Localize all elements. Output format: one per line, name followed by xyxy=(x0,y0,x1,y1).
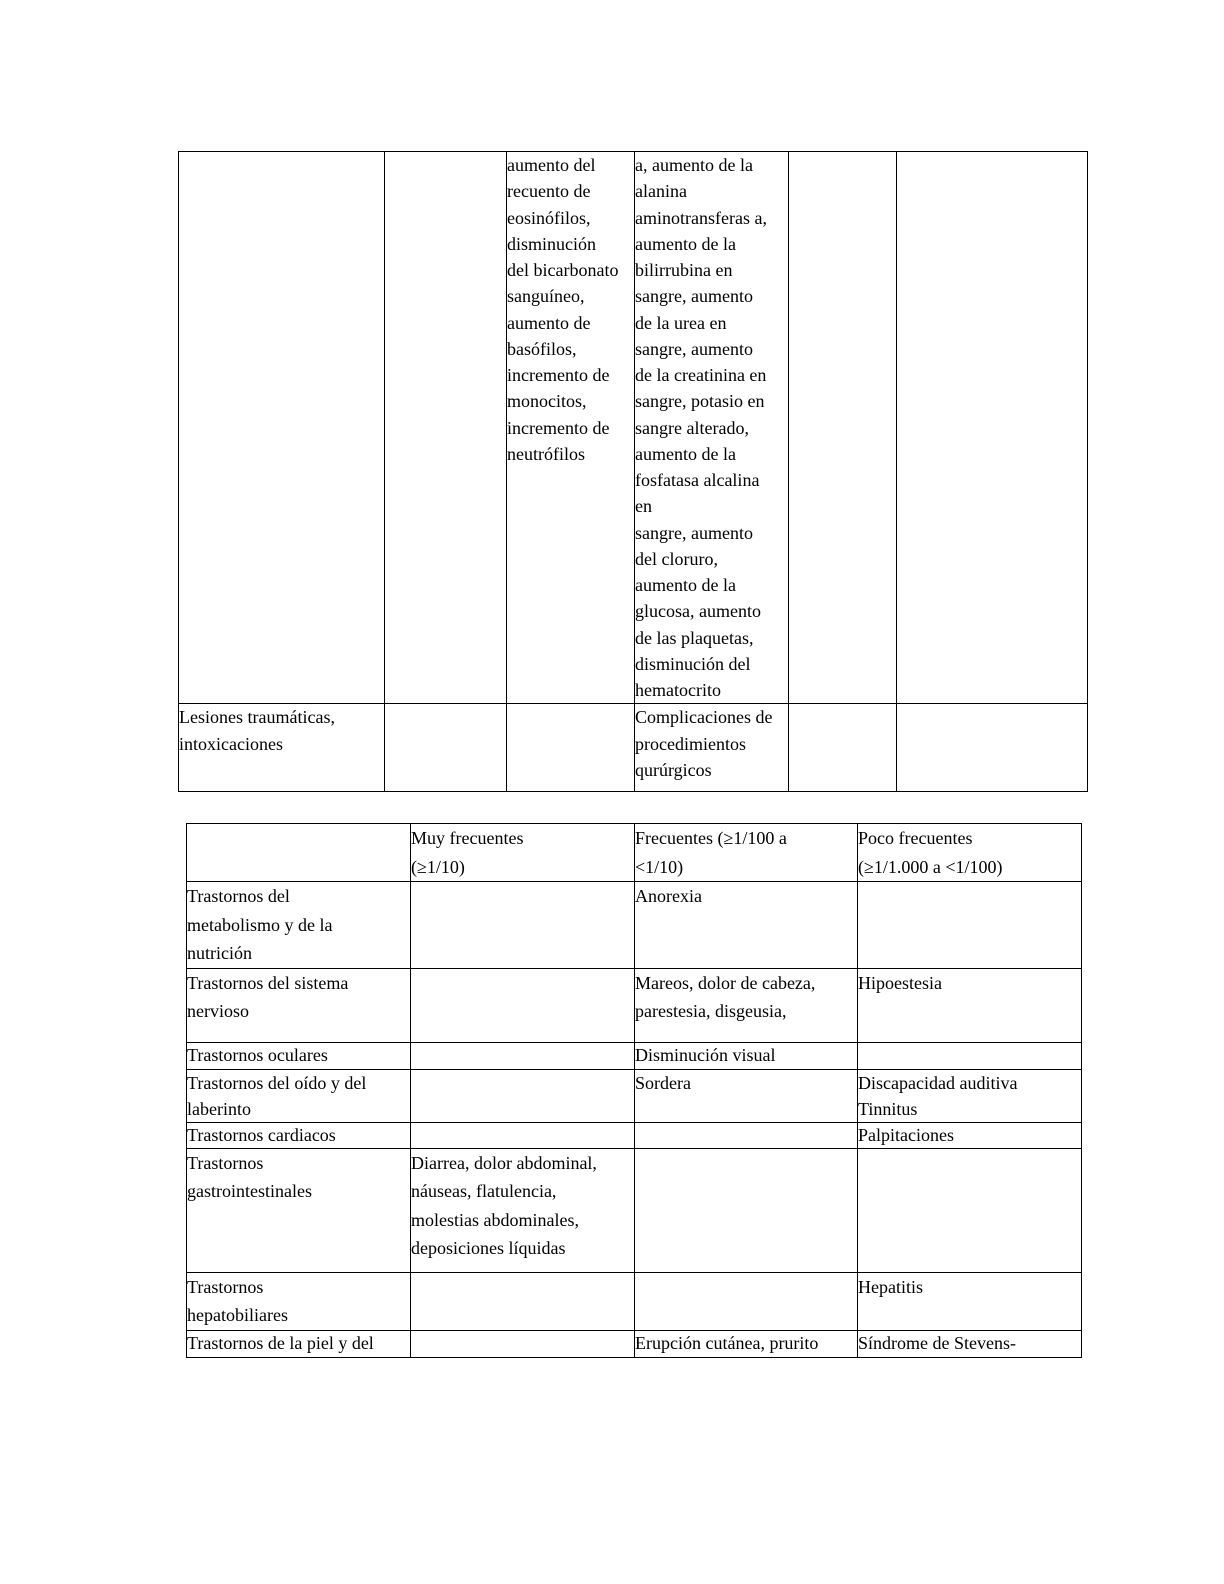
cell-text-line: Poco frecuentes xyxy=(858,828,973,848)
cell-text-line: bilirrubina en xyxy=(635,260,733,280)
table-row xyxy=(187,1122,1082,1148)
table-row xyxy=(179,152,1088,704)
table-cell xyxy=(385,704,507,792)
cell-text-line: Disminución visual xyxy=(635,1044,776,1065)
cell-text-line: Trastornos de la piel y del xyxy=(187,1332,374,1353)
cell-text-line: de las plaquetas, xyxy=(635,627,754,648)
cell-text-line: aumento de xyxy=(507,312,591,333)
cell-text-line: laberinto xyxy=(187,1098,251,1119)
table-cell xyxy=(858,1272,1082,1330)
table-cell xyxy=(858,1330,1082,1357)
cell-text-line: recuento de xyxy=(507,181,591,202)
cell-text-line: basófilos, xyxy=(507,338,577,359)
cell-text-line: Trastornos del xyxy=(187,886,290,906)
table-cell xyxy=(187,1122,411,1148)
cell-text-line: Frecuentes (≥1/100 a xyxy=(635,828,787,848)
cell-text-line: de la urea en xyxy=(635,312,727,333)
table-row xyxy=(187,968,1082,1042)
table-cell xyxy=(858,1122,1082,1148)
table-cell xyxy=(635,704,789,792)
table-cell xyxy=(187,968,411,1042)
cell-text-line: qurúrgicos xyxy=(635,759,712,780)
cell-text-line: Muy frecuentes xyxy=(411,828,524,848)
cell-text-line: Mareos, dolor de cabeza, xyxy=(635,972,816,993)
cell-text-line: sangre alterado, xyxy=(635,417,749,438)
cell-text-line: disminución xyxy=(507,233,596,254)
table-cell xyxy=(858,1148,1082,1272)
cell-text-line: Trastornos xyxy=(187,1276,264,1297)
cell-text-line: del cloruro, xyxy=(635,548,718,569)
cell-text-line: en xyxy=(635,496,652,517)
table-cell xyxy=(635,968,858,1042)
cell-text-line: Hipoestesia xyxy=(858,972,942,993)
table-cell xyxy=(507,152,635,704)
cell-text-line: Diarrea, dolor abdominal, xyxy=(411,1152,597,1173)
cell-text-line: Tinnitus xyxy=(858,1098,918,1119)
table-cell xyxy=(411,1330,635,1357)
cell-text-line: Sordera xyxy=(635,1072,691,1093)
cell-text-line: molestias abdominales, xyxy=(411,1209,579,1230)
cell-text-line: del bicarbonato xyxy=(507,260,619,280)
table-cell xyxy=(635,1330,858,1357)
table-header-cell xyxy=(635,824,858,882)
table-cell xyxy=(635,1069,858,1122)
table-cell xyxy=(897,704,1088,792)
table-cell xyxy=(411,1122,635,1148)
table-cell xyxy=(635,1272,858,1330)
cell-text-line: intoxicaciones xyxy=(179,733,283,754)
cell-text-line: glucosa, aumento xyxy=(635,601,761,622)
cell-text-line: nutrición xyxy=(187,943,252,963)
table-cell xyxy=(411,1272,635,1330)
cell-text-line: monocitos, xyxy=(507,391,587,412)
cell-text-line: náuseas, flatulencia, xyxy=(411,1181,557,1201)
cell-text-line: Trastornos xyxy=(187,1152,264,1173)
cell-text-line: (≥1/1.000 a <1/100) xyxy=(858,856,1003,877)
cell-text-line: fosfatasa alcalina xyxy=(635,470,760,490)
table-cell xyxy=(411,968,635,1042)
cell-text-line: Trastornos del oído y del xyxy=(187,1072,367,1093)
cell-text-line: Complicaciones de xyxy=(635,707,773,728)
cell-text-line: metabolismo y de la xyxy=(187,914,333,935)
cell-text-line: sangre, aumento xyxy=(635,522,753,543)
table-cell xyxy=(187,1148,411,1272)
table-cell xyxy=(187,1330,411,1357)
table-cell xyxy=(897,152,1088,704)
table-header-cell xyxy=(411,824,635,882)
cell-text-line: Hepatitis xyxy=(858,1276,923,1297)
adverse-reactions-table-continued xyxy=(178,151,1088,792)
table-header-cell xyxy=(187,824,411,882)
table-cell xyxy=(187,882,411,969)
table-cell xyxy=(411,1042,635,1069)
cell-text-line: aumento del xyxy=(507,155,596,175)
adverse-reactions-frequency-table xyxy=(186,823,1082,1358)
cell-text-line: aumento de la xyxy=(635,233,736,254)
cell-text-line: incremento de xyxy=(507,365,610,385)
table-cell xyxy=(635,882,858,969)
cell-text-line: deposiciones líquidas xyxy=(411,1238,566,1258)
cell-text-line: gastrointestinales xyxy=(187,1181,312,1201)
cell-text-line: sanguíneo, xyxy=(507,286,585,307)
table-cell xyxy=(187,1069,411,1122)
table-cell xyxy=(858,882,1082,969)
cell-text-line: <1/10) xyxy=(635,856,684,877)
table-row xyxy=(187,1330,1082,1357)
table-cell xyxy=(411,882,635,969)
table-cell xyxy=(411,1069,635,1122)
cell-text-line: a, aumento de la xyxy=(635,155,753,175)
cell-text-line: nervioso xyxy=(187,1001,249,1021)
cell-text-line: Discapacidad auditiva xyxy=(858,1072,1018,1093)
table-row xyxy=(187,1069,1082,1122)
cell-text-line: Erupción cutánea, prurito xyxy=(635,1332,819,1353)
cell-text-line: Palpitaciones xyxy=(858,1124,954,1145)
cell-text-line: disminución del xyxy=(635,653,751,674)
cell-text-line: sangre, potasio en xyxy=(635,391,765,412)
table-cell xyxy=(789,704,897,792)
table-header-row xyxy=(187,824,1082,882)
cell-text-line: sangre, aumento xyxy=(635,286,753,307)
cell-text-line: incremento de xyxy=(507,417,610,438)
table-row xyxy=(187,1148,1082,1272)
cell-text-line: (≥1/10) xyxy=(411,856,465,877)
cell-text-line: procedimientos xyxy=(635,733,746,754)
table-cell xyxy=(635,152,789,704)
table-cell xyxy=(789,152,897,704)
table-row xyxy=(187,882,1082,969)
table-cell xyxy=(635,1042,858,1069)
table-cell xyxy=(179,152,385,704)
table-cell xyxy=(858,1042,1082,1069)
table-cell xyxy=(187,1272,411,1330)
table-cell xyxy=(411,1148,635,1272)
cell-text-line: alanina xyxy=(635,181,687,202)
table-cell xyxy=(858,968,1082,1042)
cell-text-line: Anorexia xyxy=(635,886,702,906)
cell-text-line: hepatobiliares xyxy=(187,1305,288,1325)
cell-text-line: Trastornos cardiacos xyxy=(187,1124,336,1145)
table-row xyxy=(187,1042,1082,1069)
cell-text-line: Síndrome de Stevens- xyxy=(858,1332,1016,1353)
table-cell xyxy=(187,1042,411,1069)
cell-text-line: sangre, aumento xyxy=(635,338,753,359)
table-cell xyxy=(635,1148,858,1272)
cell-text-line: eosinófilos, xyxy=(507,207,591,228)
table-row xyxy=(187,1272,1082,1330)
cell-text-line: aminotransferas a, xyxy=(635,207,767,228)
cell-text-line: parestesia, disgeusia, xyxy=(635,1001,787,1021)
table-header-cell xyxy=(858,824,1082,882)
cell-text-line: Trastornos del sistema xyxy=(187,972,349,993)
table-cell xyxy=(858,1069,1082,1122)
cell-text-line: aumento de la xyxy=(635,443,736,464)
table-cell xyxy=(635,1122,858,1148)
table-row xyxy=(179,704,1088,792)
cell-text-line: de la creatinina en xyxy=(635,365,767,385)
cell-text-line: neutrófilos xyxy=(507,443,585,464)
cell-text-line: aumento de la xyxy=(635,575,736,595)
cell-text-line: hematocrito xyxy=(635,680,721,700)
cell-text-line: Trastornos oculares xyxy=(187,1044,328,1065)
cell-text-line: Lesiones traumáticas, xyxy=(179,707,335,728)
table-cell xyxy=(507,704,635,792)
table-cell xyxy=(385,152,507,704)
table-cell xyxy=(179,704,385,792)
